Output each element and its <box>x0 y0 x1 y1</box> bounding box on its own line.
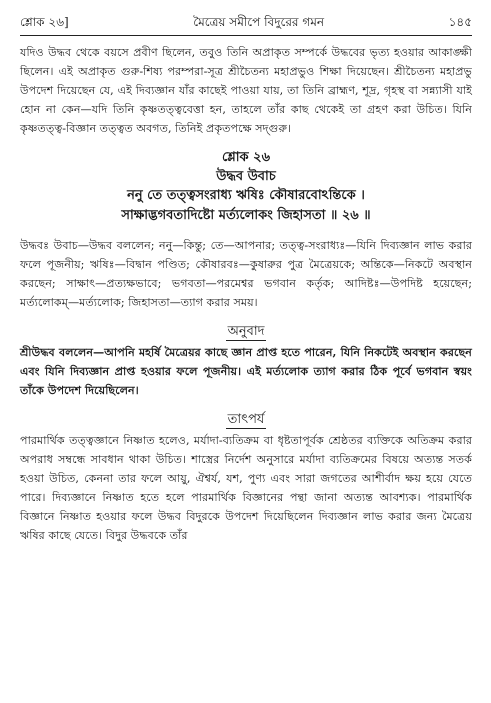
verse-line-2: সাক্ষাদ্ভগবতাদিষ্টো মর্ত্যলোকং জিহাসতা ॥ ২৬ ॥ <box>121 208 371 223</box>
verse-line-1: ননু তে তত্ত্বসংরাধ্য ঋষিঃ কৌষারবোঽন্তিকে । <box>127 188 365 203</box>
header-divider <box>20 35 472 36</box>
page-number: ১৪৫ <box>448 15 472 29</box>
purport-heading: তাৎপর্য <box>227 412 265 427</box>
verse-number: শ্লোক ২৬ <box>221 150 271 165</box>
translation-paragraph: শ্রীউদ্ধব বললেন—আপনি মহর্ষি মৈত্রেয়র কাছে জ্ঞান প্রাপ্ত হতে পারেন, যিনি নিকটেই অবস্থান করছেন এবং যিনি দিব্যজ্ঞান প্রাপ্ত হওয়ার ফলে পূজনীয়। এই মর্ত্যলোক ত্যাগ করার ঠিক পূর্বে ভগবান স্বয়ং তাঁকে উপদেশ দিয়েছিলেন। <box>20 345 472 397</box>
chapter-title: মৈত্রেয় সমীপে বিদুরের গমন <box>193 15 325 29</box>
intro-paragraph: যদিও উদ্ধব থেকে বয়সে প্রবীণ ছিলেন, তবুও তিনি অপ্রাকৃত সম্পর্কে উদ্ধবের ভৃত্য হওয়ার আকাঙ্ক্ষী ছিলেন। এই অপ্রাকৃত গুরু-শিষ্য পরম্পরা-সূত্র শ্রীচৈতন্য মহাপ্রভুও শিক্ষা দিয়েছেন। শ্রীচৈতন্য মহাপ্রভু উপদেশ দিয়েছেন যে, এই দিব্যজ্ঞান যাঁর কাছেই পাওয়া যায়, তা তিনি ব্রাহ্মণ, শূদ্র, গৃহস্থ বা সন্ন্যাসী যাই হোন না কেন—যদি তিনি কৃষ্ণতত্ত্ববেত্তা হন, তাহলে তাঁর কাছ থেকেই তা গ্রহণ করা উচিত। যিনি কৃষ্ণতত্ত্ব-বিজ্ঞান তত্ত্বত অবগত, তিনিই প্রকৃতপক্ষে সদ্গুরু। <box>20 46 472 135</box>
verse-reference: শ্লোক ২৬] <box>20 15 69 29</box>
page-header <box>20 14 472 32</box>
book-page <box>20 14 472 545</box>
purport-paragraph: পারমার্থিক তত্ত্বজ্ঞানে নিষ্ণাত হলেও, মর্যাদা-ব্যতিক্রম বা ধৃষ্টতাপূর্বক শ্রেষ্ঠতর ব্যক্তিকে অতিক্রম করার অপরাধ সম্বন্ধে সাবধান থাকা উচিত। শাস্ত্রের নির্দেশ অনুসারে মর্যাদা ব্যতিক্রমের বিষয়ে অত্যন্ত সতর্ক হওয়া উচিত, কেননা তার ফলে আয়ু, ঐশ্বর্য, যশ, পুণ্য এবং সারা জগতের আশীর্বাদ ক্ষয় হয়ে যেতে পারে। দিব্যজ্ঞানে নিষ্ণাত হতে হলে পারমার্থিক বিজ্ঞানের পন্থা জানা অত্যন্ত আবশ্যক। পারমার্থিক বিজ্ঞানে নিষ্ণাত হওয়ার ফলে উদ্ধব বিদুরকে উপদেশ দিয়েছিলেন দিব্যজ্ঞান লাভ করার জন্য মৈত্রেয় ঋষির কাছে যেতে। বিদুর উদ্ধবকে তাঁর <box>20 434 472 542</box>
verse-speaker: উদ্ধব উবাচ <box>216 169 276 184</box>
translation-heading: অনুবাদ <box>227 324 265 339</box>
synonyms-paragraph: উদ্ধবঃ উবাচ—উদ্ধব বললেন; ননু—কিন্তু; তে—আপনার; তত্ত্ব-সংরাধ্যঃ—যিনি দিব্যজ্ঞান লাভ করার ফলে পূজনীয়; ঋষিঃ—বিদ্বান পণ্ডিত; কৌষারবঃ—কুষারুর পুত্র মৈত্রেয়কে; অন্তিকে—নিকটে অবস্থান করছেন; সাক্ষাৎ—প্রত্যক্ষভাবে; ভগবতা—পরমেশ্বর ভগবান কর্তৃক; আদিষ্টঃ—উপদিষ্ট হয়েছেন; মর্ত্যলোকম্—মর্ত্যলোক; জিহাসতা—ত্যাগ করার সময়। <box>20 239 472 309</box>
